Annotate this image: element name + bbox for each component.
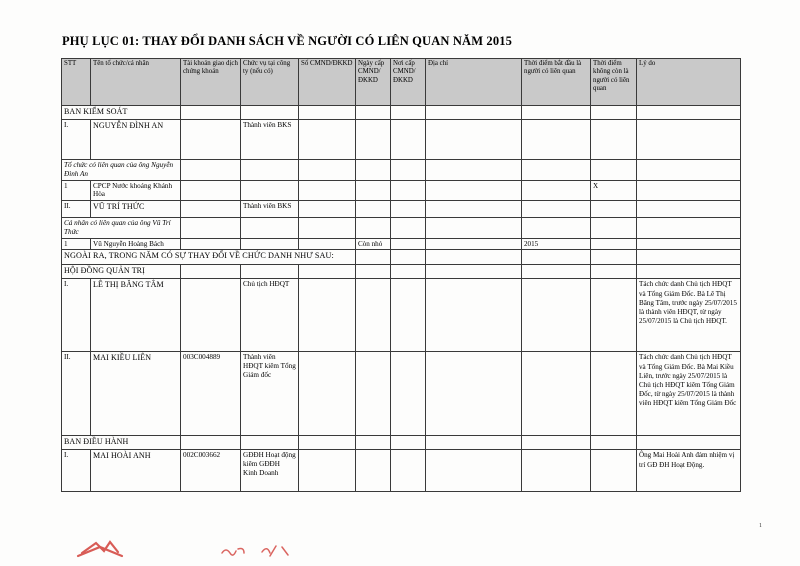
cell-account bbox=[181, 201, 241, 218]
related-persons-table bbox=[61, 58, 741, 492]
group-label: BAN KIỂM SOÁT bbox=[62, 106, 181, 120]
table-row-group-header bbox=[62, 265, 741, 279]
cell-stt: 1 bbox=[62, 238, 91, 250]
cell-end-date bbox=[591, 160, 637, 181]
cell-reason bbox=[637, 120, 741, 160]
cell-role: Chủ tịch HĐQT bbox=[241, 279, 299, 352]
cell-name: Vũ Nguyễn Hoàng Bách bbox=[91, 238, 181, 250]
table-header bbox=[62, 59, 741, 106]
cell-start-date bbox=[522, 250, 591, 265]
cell-account bbox=[181, 120, 241, 160]
table-row bbox=[62, 279, 741, 352]
subgroup-label: Tổ chức có liên quan của ông Nguyễn Đình An bbox=[62, 160, 181, 181]
cell-address bbox=[426, 201, 522, 218]
cell-id-number bbox=[299, 436, 356, 450]
cell-reason: Tách chức danh Chủ tịch HĐQT và Tổng Giám Đốc. Bà Mai Kiều Liên, trước ngày 25/07/2015 là Chủ tịch HĐQT kiêm Tổng Giám Đốc, từ ngày 25/07/2015 là thành viên HĐQT kiêm Tổng Giám Đốc bbox=[637, 352, 741, 436]
cell-id-date bbox=[356, 180, 391, 201]
cell-start-date bbox=[522, 201, 591, 218]
subgroup-label: Cá nhân có liên quan của ông Vũ Trí Thức bbox=[62, 218, 181, 239]
cell-address bbox=[426, 265, 522, 279]
column-header-address: Địa chỉ bbox=[426, 59, 522, 106]
cell-account bbox=[181, 238, 241, 250]
cell-account bbox=[181, 106, 241, 120]
cell-id-number bbox=[299, 160, 356, 181]
table-header-row bbox=[62, 59, 741, 106]
cell-address bbox=[426, 160, 522, 181]
column-header-role: Chức vụ tại công ty (nếu có) bbox=[241, 59, 299, 106]
cell-role: GĐĐH Hoạt động kiêm GĐĐH Kinh Doanh bbox=[241, 450, 299, 492]
cell-id-place bbox=[391, 352, 426, 436]
page-title: PHỤ LỤC 01: THAY ĐỔI DANH SÁCH VỀ NGƯỜI CÓ LIÊN QUAN NĂM 2015 bbox=[62, 34, 513, 48]
cell-address bbox=[426, 436, 522, 450]
cell-id-number bbox=[299, 218, 356, 239]
column-header-id-place: Nơi cấp CMND/ĐKKD bbox=[391, 59, 426, 106]
column-header-id-date: Ngày cấp CMND/ĐKKD bbox=[356, 59, 391, 106]
cell-id-place bbox=[391, 279, 426, 352]
cell-reason bbox=[637, 265, 741, 279]
cell-role bbox=[241, 106, 299, 120]
cell-reason: Ông Mai Hoài Anh đảm nhiệm vị trí GĐ ĐH Hoạt Động. bbox=[637, 450, 741, 492]
cell-id-number bbox=[299, 238, 356, 250]
table-row-notice bbox=[62, 250, 741, 265]
cell-address bbox=[426, 218, 522, 239]
table-row bbox=[62, 352, 741, 436]
cell-name: LÊ THỊ BĂNG TÂM bbox=[91, 279, 181, 352]
group-label: BAN ĐIỀU HÀNH bbox=[62, 436, 181, 450]
cell-id-place bbox=[391, 238, 426, 250]
group-label: HỘI ĐỒNG QUẢN TRỊ bbox=[62, 265, 181, 279]
table-body bbox=[62, 106, 741, 492]
cell-end-date bbox=[591, 279, 637, 352]
cell-id-date bbox=[356, 120, 391, 160]
column-header-stt: STT bbox=[62, 59, 91, 106]
cell-id-place bbox=[391, 106, 426, 120]
cell-id-number bbox=[299, 279, 356, 352]
cell-id-number bbox=[299, 180, 356, 201]
table-row-subgroup-header bbox=[62, 218, 741, 239]
notice-label: NGOÀI RA, TRONG NĂM CÓ SỰ THAY ĐỔI VỀ CHỨC DANH NHƯ SAU: bbox=[62, 250, 356, 265]
cell-id-place bbox=[391, 265, 426, 279]
cell-stt: II. bbox=[62, 352, 91, 436]
cell-role bbox=[241, 180, 299, 201]
cell-address bbox=[426, 352, 522, 436]
cell-start-date bbox=[522, 436, 591, 450]
cell-address bbox=[426, 279, 522, 352]
cell-reason bbox=[637, 201, 741, 218]
table-row bbox=[62, 180, 741, 201]
cell-account bbox=[181, 265, 241, 279]
cell-id-number bbox=[299, 450, 356, 492]
cell-role: Thành viên BKS bbox=[241, 120, 299, 160]
cell-account bbox=[181, 279, 241, 352]
cell-id-number bbox=[299, 352, 356, 436]
cell-start-date bbox=[522, 218, 591, 239]
table-row-group-header bbox=[62, 106, 741, 120]
cell-account: 003C004889 bbox=[181, 352, 241, 436]
cell-end-date bbox=[591, 436, 637, 450]
cell-end-date: X bbox=[591, 180, 637, 201]
cell-reason bbox=[637, 106, 741, 120]
cell-id-date: Còn nhỏ bbox=[356, 238, 391, 250]
cell-name: MAI HOÀI ANH bbox=[91, 450, 181, 492]
cell-start-date bbox=[522, 106, 591, 120]
cell-role bbox=[241, 160, 299, 181]
cell-reason bbox=[637, 238, 741, 250]
cell-id-number bbox=[299, 265, 356, 279]
cell-role bbox=[241, 238, 299, 250]
cell-stt: 1 bbox=[62, 180, 91, 201]
cell-name: NGUYỄN ĐÌNH AN bbox=[91, 120, 181, 160]
cell-account bbox=[181, 436, 241, 450]
cell-name: CPCP Nước khoáng Khánh Hòa bbox=[91, 180, 181, 201]
cell-account bbox=[181, 218, 241, 239]
cell-end-date bbox=[591, 201, 637, 218]
cell-start-date: 2015 bbox=[522, 238, 591, 250]
cell-address bbox=[426, 120, 522, 160]
cell-address bbox=[426, 250, 522, 265]
table-row-subgroup-header bbox=[62, 160, 741, 181]
cell-account bbox=[181, 160, 241, 181]
cell-id-place bbox=[391, 180, 426, 201]
cell-id-place bbox=[391, 218, 426, 239]
cell-start-date bbox=[522, 120, 591, 160]
column-header-name: Tên tổ chức/cá nhân bbox=[91, 59, 181, 106]
cell-start-date bbox=[522, 352, 591, 436]
column-header-id-number: Số CMND/ĐKKD bbox=[299, 59, 356, 106]
cell-reason bbox=[637, 218, 741, 239]
cell-reason: Tách chức danh Chủ tịch HĐQT và Tổng Giám Đốc. Bà Lê Thị Băng Tâm, trước ngày 25/07/2015 là thành viên HĐQT, từ ngày 25/07/2015 là Chủ tịch HĐQT. bbox=[637, 279, 741, 352]
cell-start-date bbox=[522, 279, 591, 352]
cell-id-date bbox=[356, 218, 391, 239]
cell-reason bbox=[637, 250, 741, 265]
cell-end-date bbox=[591, 250, 637, 265]
cell-start-date bbox=[522, 265, 591, 279]
cell-address bbox=[426, 106, 522, 120]
cell-id-number bbox=[299, 201, 356, 218]
cell-id-place bbox=[391, 436, 426, 450]
cell-id-number bbox=[299, 120, 356, 160]
cell-start-date bbox=[522, 450, 591, 492]
cell-end-date bbox=[591, 218, 637, 239]
column-header-start-date: Thời điểm bắt đầu là người có liên quan bbox=[522, 59, 591, 106]
cell-end-date bbox=[591, 352, 637, 436]
cell-reason bbox=[637, 436, 741, 450]
cell-id-date bbox=[356, 106, 391, 120]
cell-end-date bbox=[591, 238, 637, 250]
cell-role bbox=[241, 265, 299, 279]
cell-id-date bbox=[356, 201, 391, 218]
cell-end-date bbox=[591, 265, 637, 279]
cell-address bbox=[426, 180, 522, 201]
column-header-reason: Lý do bbox=[637, 59, 741, 106]
cell-role: Thành viên HĐQT kiêm Tổng Giám đốc bbox=[241, 352, 299, 436]
cell-name: MAI KIỀU LIÊN bbox=[91, 352, 181, 436]
cell-id-date bbox=[356, 450, 391, 492]
cell-account: 002C003662 bbox=[181, 450, 241, 492]
cell-stt: I. bbox=[62, 450, 91, 492]
page-number: 1 bbox=[759, 523, 762, 529]
table-row bbox=[62, 201, 741, 218]
cell-role bbox=[241, 436, 299, 450]
cell-reason bbox=[637, 160, 741, 181]
cell-id-date bbox=[356, 250, 391, 265]
table-row bbox=[62, 120, 741, 160]
cell-reason bbox=[637, 180, 741, 201]
cell-id-place bbox=[391, 201, 426, 218]
cell-account bbox=[181, 180, 241, 201]
cell-id-date bbox=[356, 436, 391, 450]
cell-id-place bbox=[391, 160, 426, 181]
table-row-group-header bbox=[62, 436, 741, 450]
cell-address bbox=[426, 450, 522, 492]
cell-address bbox=[426, 238, 522, 250]
cell-id-date bbox=[356, 352, 391, 436]
cell-id-date bbox=[356, 279, 391, 352]
table-row bbox=[62, 238, 741, 250]
cell-start-date bbox=[522, 180, 591, 201]
column-header-end-date: Thời điểm không còn là người có liên quan bbox=[591, 59, 637, 106]
column-header-account: Tài khoản giao dịch chứng khoán bbox=[181, 59, 241, 106]
cell-end-date bbox=[591, 450, 637, 492]
cell-id-date bbox=[356, 160, 391, 181]
cell-end-date bbox=[591, 120, 637, 160]
cell-stt: I. bbox=[62, 279, 91, 352]
cell-name: VŨ TRÍ THỨC bbox=[91, 201, 181, 218]
table-row bbox=[62, 450, 741, 492]
cell-id-date bbox=[356, 265, 391, 279]
cell-role: Thành viên BKS bbox=[241, 201, 299, 218]
cell-id-place bbox=[391, 450, 426, 492]
cell-id-place bbox=[391, 120, 426, 160]
cell-stt: II. bbox=[62, 201, 91, 218]
cell-id-place bbox=[391, 250, 426, 265]
cell-start-date bbox=[522, 160, 591, 181]
cell-end-date bbox=[591, 106, 637, 120]
cell-id-number bbox=[299, 106, 356, 120]
cell-role bbox=[241, 218, 299, 239]
cell-stt: I. bbox=[62, 120, 91, 160]
